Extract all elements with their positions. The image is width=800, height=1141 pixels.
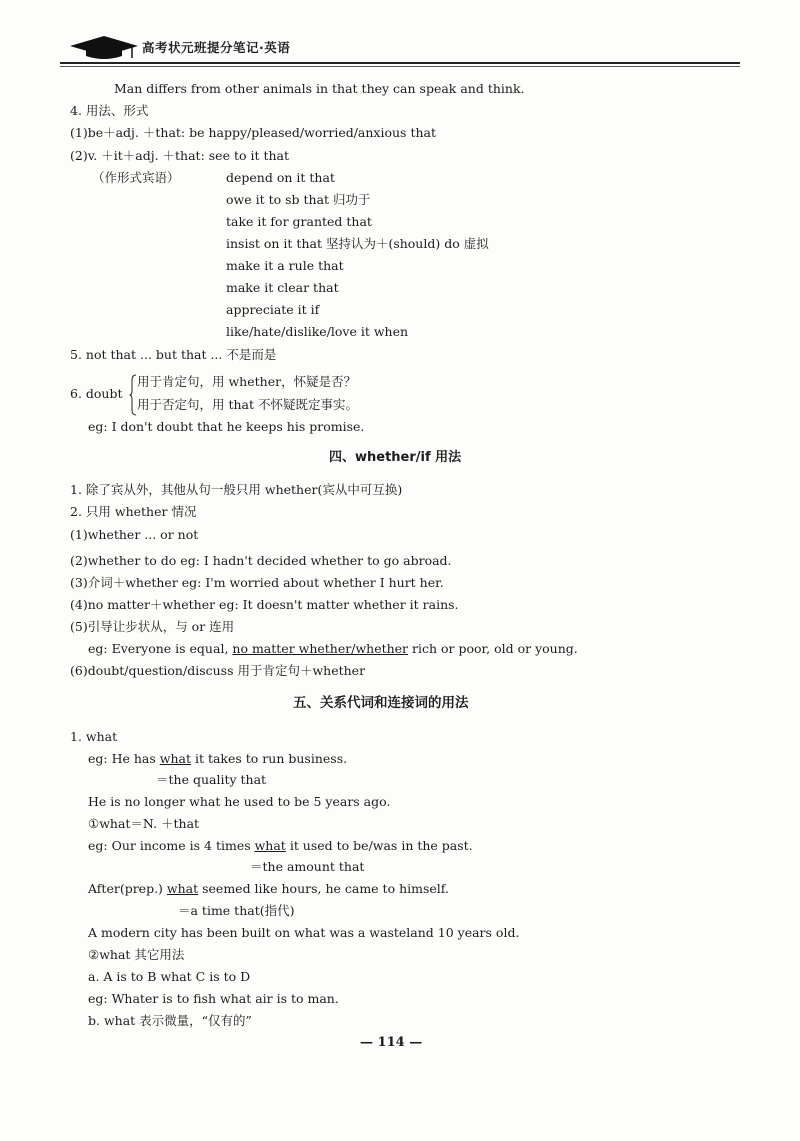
notes-line-5: depend on it that [226, 170, 335, 185]
note-a-time-that: ＝a time that(指代) [178, 903, 295, 918]
notes-line-7: take it for granted that [226, 214, 372, 229]
header-rule-thin [60, 66, 740, 67]
header-title: 高考状元班提分笔记·英语 [142, 40, 291, 55]
whether-line-6: (5)引导让步状从，与 or 连用 [70, 619, 235, 634]
curly-brace [129, 374, 137, 416]
example-what-4: After(prep.) what seemed like hours, he came to himself. [88, 881, 449, 896]
page-number: — 114 — [360, 1035, 423, 1050]
rule-what-small-amount: b. what 表示微量，“仅有的” [88, 1013, 252, 1028]
item-what: 1. what [70, 729, 118, 744]
example-concession: eg: Everyone is equal, no matter whether/whether rich or poor, old or young. [88, 641, 578, 656]
notes-line-15: 用于肯定句，用 whether，怀疑是否？ [137, 374, 357, 389]
note-quality-that: ＝the quality that [156, 772, 267, 787]
notes-line-14: 6. doubt [70, 386, 123, 401]
whether-line-3: (2)whether to do eg: I hadn't decided whether to go abroad. [70, 553, 452, 568]
notes-line-11: appreciate it if [226, 302, 320, 317]
whether-line-5: (4)no matter＋whether eg: It doesn't matter whether it rains. [70, 597, 459, 612]
notes-line-9: make it a rule that [226, 258, 344, 273]
notes-line-8: insist on it that 坚持认为＋(should) do 虚拟 [226, 236, 489, 251]
whether-line-2: (1)whether ... or not [70, 527, 199, 542]
notes-line-1: 4. 用法、形式 [70, 103, 149, 118]
notes-line-10: make it clear that [226, 280, 339, 295]
notes-line-17: eg: I don't doubt that he keeps his promise. [88, 419, 365, 434]
notes-line-3: (2)v. ＋it＋adj. ＋that: see to it that [70, 148, 290, 163]
note-amount-that: ＝the amount that [250, 859, 365, 874]
notes-line-2: (1)be＋adj. ＋that: be happy/pleased/worried/anxious that [70, 125, 436, 140]
rule-what-noun-that: ①what＝N. ＋that [88, 816, 200, 831]
notes-line-4: （作形式宾语） [92, 170, 180, 185]
page-header [60, 32, 740, 62]
whether-line-1: 2. 只用 whether 情况 [70, 504, 197, 519]
section-title-whether-if: 四、whether/if 用法 [329, 450, 462, 465]
rule-what-other-uses: ②what 其它用法 [88, 947, 185, 962]
whether-line-4: (3)介词＋whether eg: I'm worried about whether I hurt her. [70, 575, 444, 590]
example-what-2: He is no longer what he used to be 5 years ago. [88, 794, 391, 809]
notes-line-16: 用于否定句，用 that 不怀疑既定事实。 [137, 397, 358, 412]
section-title-relative-pronouns: 五、关系代词和连接词的用法 [293, 695, 469, 711]
notes-line-0: Man differs from other animals in that they can speak and think. [114, 81, 525, 96]
graduation-cap-icon [68, 34, 140, 60]
header-rule [60, 62, 740, 64]
note-doubt-whether: (6)doubt/question/discuss 用于肯定句＋whether [70, 663, 366, 678]
rule-a-is-to-b: a. A is to B what C is to D [88, 969, 251, 984]
example-what-6: eg: Whater is to fish what air is to man. [88, 991, 339, 1006]
example-what-5: A modern city has been built on what was a wasteland 10 years old. [88, 925, 520, 940]
whether-line-0: 1. 除了宾从外，其他从句一般只用 whether(宾从中可互换) [70, 482, 403, 497]
notes-line-6: owe it to sb that 归功于 [226, 192, 371, 207]
notes-line-12: like/hate/dislike/love it when [226, 324, 409, 339]
example-what-3: eg: Our income is 4 times what it used to be/was in the past. [88, 838, 473, 853]
notes-line-13: 5. not that ... but that ... 不是而是 [70, 347, 277, 362]
example-what-1: eg: He has what it takes to run business. [88, 751, 348, 766]
